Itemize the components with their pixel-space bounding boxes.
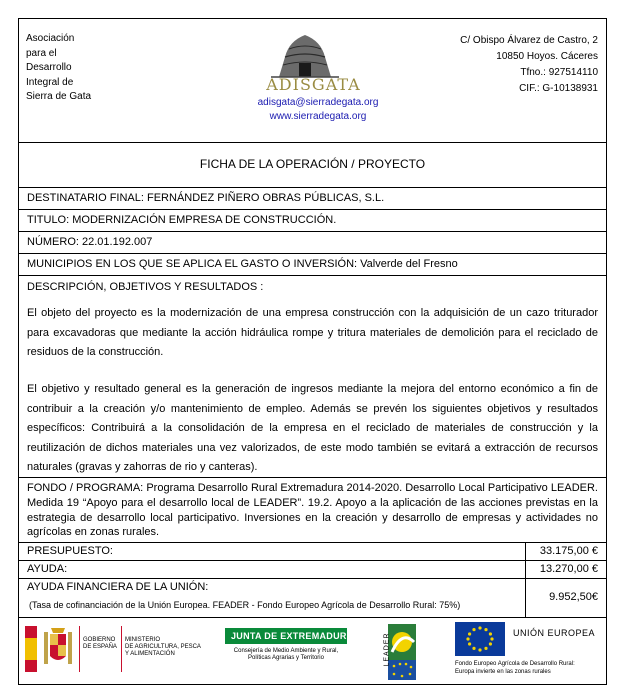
gobierno-label bbox=[83, 637, 117, 651]
descripcion-label: DESCRIPCIÓN, OBJETIVOS Y RESULTADOS : bbox=[27, 281, 264, 293]
presupuesto-value: 33.175,00 € bbox=[539, 545, 598, 557]
municipios-text: MUNICIPIOS EN LOS QUE SE APLICA EL GASTO O INVERSIÓN: Valverde del Fresno bbox=[27, 258, 458, 270]
cif-line: CIF.: G-10138931 bbox=[519, 83, 598, 94]
spain-flag-icon bbox=[25, 626, 37, 672]
ayuda-value: 13.270,00 € bbox=[539, 563, 598, 575]
ministerio-line: DE AGRICULTURA, PESCA bbox=[125, 644, 201, 650]
descripcion-paragraph-2: El objetivo y resultado general es la generación de ingresos mediante la mejora del entorno económico a fin de contribuir a la creación y/o mantenimiento de empleo. Además se prevén los siguientes objetivos y resultados específicos: Contribuirá a la consolidación de la empresa en el reciclado de materiales de construcción y la reutilización de dichos materiales una vez valorizados, de este modo también se evitará a extracción de recursos naturales (gravas y zahorras de rio y canteras). bbox=[27, 383, 598, 473]
destinatario-text: DESTINATARIO FINAL: FERNÁNDEZ PIÑERO OBRAS PÚBLICAS, S.L. bbox=[27, 192, 385, 204]
ministerio-label bbox=[125, 637, 201, 658]
gobierno-espana-logo bbox=[25, 626, 205, 676]
ayuda-ue-value: 9.952,50€ bbox=[549, 591, 598, 603]
org-line: Integral de bbox=[26, 76, 74, 88]
coat-of-arms-icon bbox=[41, 626, 75, 672]
ue-sub-line: Fondo Europeo Agrícola de Desarrollo Rural: bbox=[455, 661, 575, 667]
ue-title: UNIÓN EUROPEA bbox=[513, 628, 596, 638]
leader-label: LEADER bbox=[383, 632, 391, 667]
operation-sheet bbox=[18, 18, 607, 685]
gobierno-line: DE ESPAÑA bbox=[83, 644, 117, 650]
presupuesto-label: PRESUPUESTO: bbox=[27, 545, 113, 557]
titulo-row bbox=[19, 210, 606, 232]
header-row bbox=[19, 19, 606, 143]
eu-flag-icon bbox=[455, 622, 505, 656]
ministerio-line: Y ALIMENTACIÓN bbox=[125, 651, 175, 657]
funding-logos-strip bbox=[19, 618, 606, 686]
junta-sub-line: Políticas Agrarias y Territorio bbox=[248, 655, 324, 661]
ayuda-ue-row bbox=[19, 579, 606, 618]
org-line: Desarrollo bbox=[26, 62, 72, 73]
descripcion-row bbox=[19, 276, 606, 478]
org-line: Asociación bbox=[26, 33, 75, 44]
sheet-title: FICHA DE LA OPERACIÓN / PROYECTO bbox=[199, 157, 426, 171]
address-block bbox=[460, 33, 598, 97]
municipios-row bbox=[19, 254, 606, 276]
junta-banner: JUNTA DE EXTREMADURA bbox=[225, 628, 347, 644]
ayuda-ue-label: AYUDA FINANCIERA DE LA UNIÓN: bbox=[27, 581, 209, 593]
ue-subtitle bbox=[455, 660, 575, 676]
ue-sub-line: Europa invierte en las zonas rurales bbox=[455, 669, 551, 675]
junta-subtitle bbox=[225, 648, 347, 662]
destinatario-row bbox=[19, 188, 606, 210]
ministerio-line: MINISTERIO bbox=[125, 637, 161, 643]
fondo-row bbox=[19, 478, 606, 543]
junta-sub-line: Consejería de Medio Ambiente y Rural, bbox=[233, 648, 339, 654]
titulo-text: TITULO: MODERNIZACIÓN EMPRESA DE CONSTRUCCIÓN. bbox=[27, 214, 337, 226]
email-link[interactable]: adisgata@sierradegata.org bbox=[257, 97, 379, 108]
logo-wordmark: ADISGATA bbox=[266, 75, 361, 94]
fondo-text: FONDO / PROGRAMA: Programa Desarrollo Rural Extremadura 2014-2020. Desarrollo Local Participativo LEADER. Medida 19 “Apoyo para el desarrollo local de LEADER”. 19.2. Apoyo a la aplicación de las acciones previstas en la estrategia de desarrollo local participativo. Inversiones en la creación y desarrollo de empresas y actividades no agrícolas en zonas rurales. bbox=[27, 482, 598, 539]
leader-logo bbox=[374, 622, 418, 682]
contact-links bbox=[19, 96, 617, 124]
ayuda-ue-note: (Tasa de cofinanciación de la Unión Europea. FEADER - Fondo Europeo Agrícola de Desarrollo Rural: 75%) bbox=[29, 600, 461, 610]
web-link[interactable]: www.sierradegata.org bbox=[269, 111, 367, 122]
address-line: C/ Obispo Álvarez de Castro, 2 bbox=[460, 35, 598, 46]
union-europea-logo bbox=[455, 622, 605, 682]
org-line: Sierra de Gata bbox=[26, 91, 92, 102]
gobierno-line: GOBIERNO bbox=[83, 637, 116, 643]
column-divider bbox=[525, 561, 526, 578]
ayuda-row bbox=[19, 561, 606, 579]
presupuesto-row bbox=[19, 543, 606, 561]
leader-emblem-icon bbox=[374, 622, 418, 682]
org-line: para el bbox=[26, 47, 57, 59]
column-divider bbox=[525, 579, 526, 617]
adisgata-hut-logo bbox=[249, 29, 361, 81]
numero-row bbox=[19, 232, 606, 254]
title-row bbox=[19, 143, 606, 188]
descripcion-paragraph-1: El objeto del proyecto es la modernización de una empresa construcción con la adquisición de un cazo triturador para excavadoras que mediante la acción hidráulica rompe y tritura materiales de demolición para el reciclado de residuos de la construcción. bbox=[27, 307, 598, 358]
junta-extremadura-logo bbox=[225, 628, 354, 678]
phone-line: Tfno.: 927514110 bbox=[520, 67, 598, 78]
address-line: 10850 Hoyos. Cáceres bbox=[496, 51, 598, 62]
column-divider bbox=[525, 543, 526, 560]
ayuda-label: AYUDA: bbox=[27, 563, 68, 575]
numero-text: NÚMERO: 22.01.192.007 bbox=[27, 236, 153, 248]
